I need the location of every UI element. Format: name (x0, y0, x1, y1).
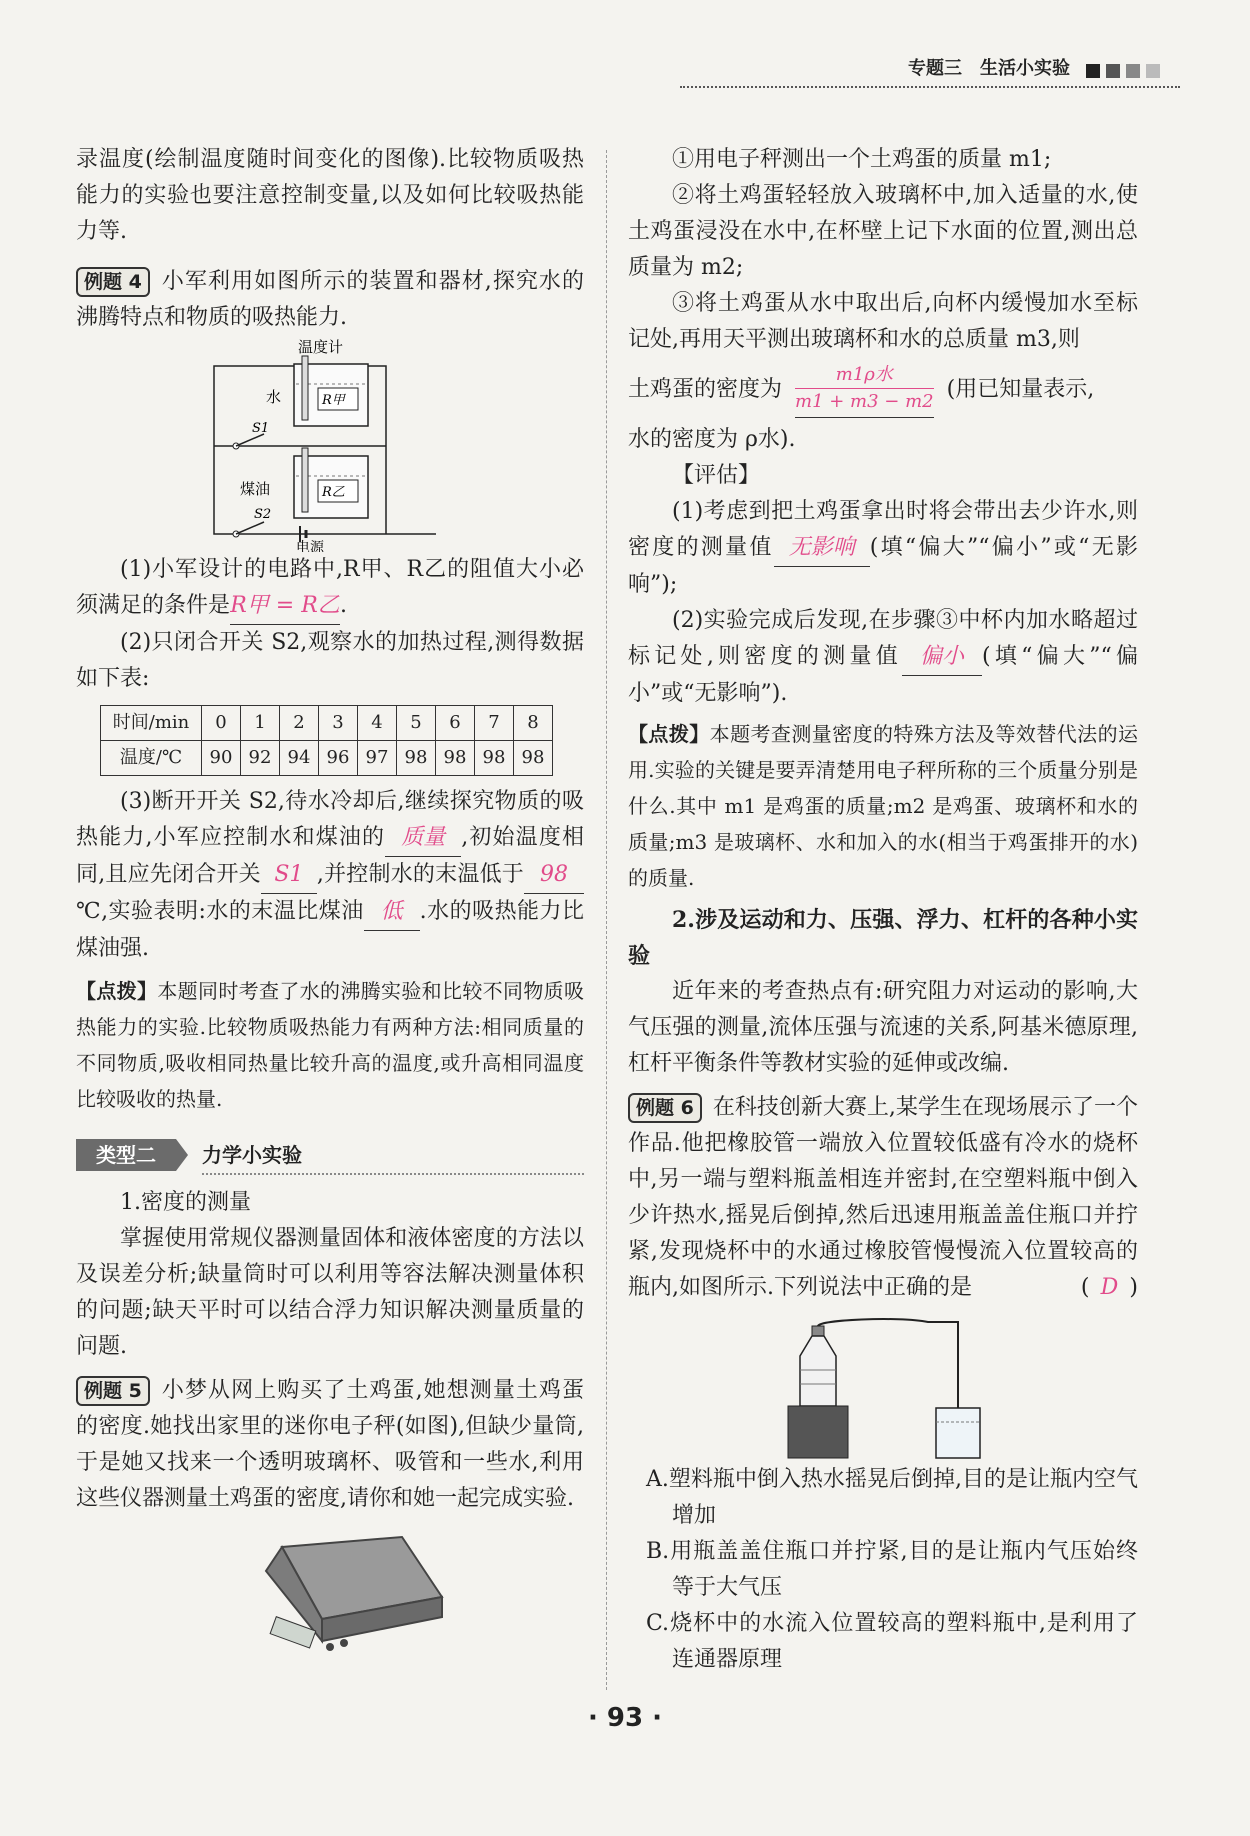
table-cell: 7 (475, 706, 514, 741)
tip-1-label: 【点拨】 (76, 979, 158, 1003)
type-name: 力学小实验 (202, 1143, 302, 1167)
table-row-temperature (101, 741, 553, 776)
table-cell: 92 (241, 741, 280, 776)
answer-3-2: S1 (261, 857, 317, 894)
example-6-answer: D (1100, 1275, 1119, 1300)
circuit-diagram (196, 336, 496, 552)
evaluation-1-text-a: (1)考虑到把土鸡蛋拿出时将会带出去少许水,则密度的测量值 (628, 499, 1138, 560)
density-end: 水的密度为 ρ水). (628, 427, 796, 452)
resistor-yi-label: R乙 (322, 485, 345, 500)
table-cell: 1 (241, 706, 280, 741)
tip-2-label: 【点拨】 (628, 722, 710, 746)
example-6-text: 在科技创新大赛上,某学生在现场展示了一个作品.他把橡胶管一端放入位置较低盛有冷水的烧杯中,另一端与塑料瓶盖相连并密封,在空塑料瓶中倒入少许热水,摇晃后倒掉,然后迅速用瓶盖盖住瓶口并拧紧,发现烧杯中的水通过橡胶管慢慢流入位置较高的瓶内,如图所示.下列说法中正确的是 (628, 1095, 1139, 1300)
table-cell: 0 (202, 706, 241, 741)
question-2: (2)只闭合开关 S2,观察水的加热过程,测得数据如下表: (76, 630, 584, 691)
temperature-table (100, 705, 553, 776)
tip-1 (76, 973, 584, 1117)
evaluation-2-answer: 偏小 (902, 639, 982, 676)
scale-figure (76, 1527, 584, 1667)
scale-button (340, 1639, 348, 1647)
evaluation-1-answer: 无影响 (774, 530, 870, 567)
table-cell: 6 (436, 706, 475, 741)
tip-1-text: 本题同时考查了水的沸腾实验和比较不同物质吸热能力的实验.比较物质吸热能力有两种方法:相同质量的不同物质,吸收相同热量比较升高的温度,或升高相同温度比较吸收的热量. (76, 979, 585, 1111)
table-header-temperature: 温度/℃ (101, 741, 202, 776)
page-header (680, 56, 1180, 86)
example-4 (76, 264, 584, 336)
table-row-time (101, 706, 553, 741)
switch-s2-blade (236, 522, 264, 534)
table-cell: 3 (319, 706, 358, 741)
thermometer-1 (302, 356, 308, 420)
table-cell: 4 (358, 706, 397, 741)
evaluation-2-text-b: (填“偏大”“偏小”或“无影响”). (628, 644, 1139, 706)
page-number: · 93 · (587, 1703, 663, 1733)
table-cell: 8 (514, 706, 553, 741)
column-divider (606, 150, 607, 1690)
evaluation-1 (628, 494, 1138, 603)
beaker (936, 1408, 980, 1458)
section-1-title: 1.密度的测量 (120, 1190, 251, 1215)
header-square-3 (1126, 64, 1140, 78)
right-column (628, 142, 1138, 1678)
section-2-text: 近年来的考查热点有:研究阻力对运动的影响,大气压强的测量,流体压强与流速的关系,阿基米德原理,杠杆平衡条件等教材实验的延伸或改编. (628, 979, 1138, 1076)
kerosene-label: 煤油 (240, 480, 271, 498)
water-label: 水 (266, 388, 282, 406)
table-cell: 97 (358, 741, 397, 776)
example-5 (76, 1373, 584, 1517)
type-label: 类型二 (76, 1139, 176, 1171)
section-1-text: 掌握使用常规仪器测量固体和液体密度的方法以及误差分析;缺量筒时可以利用等容法解决测量体积的问题;缺天平时可以结合浮力知识解决测量质量的问题. (76, 1226, 584, 1359)
tip-2-text: 本题考查测量密度的特殊方法及等效替代法的运用.实验的关键是要弄清楚用电子秤所称的三个质量分别是什么.其中 m1 是鸡蛋的质量;m2 是鸡蛋、玻璃杯和水的质量;m3 是玻璃杯、水和加入的水(相当于鸡蛋排开的水)的质量. (628, 722, 1139, 890)
question-3-text-c: ,并控制水的末温低于 (316, 862, 524, 887)
switch-s2-label: S2 (254, 507, 272, 522)
plastic-bottle (800, 1336, 836, 1406)
evaluation-2-text-a: (2)实验完成后发现,在步骤③中杯内加水略超过标记处,则密度的测量值 (628, 608, 1138, 669)
evaluation-title: 【评估】 (672, 463, 761, 488)
question-1-text: (1)小军设计的电路中,R甲、R乙的阻值大小必须满足的条件是 (76, 557, 584, 618)
question-3-text-e: .水的吸热能力比煤油强. (76, 899, 584, 961)
answer-3-1: 质量 (385, 820, 461, 857)
density-answer-line (628, 362, 1138, 418)
table-cell: 94 (280, 741, 319, 776)
table-cell: 90 (202, 741, 241, 776)
type-underline (202, 1173, 584, 1175)
bottle-cap (812, 1326, 824, 1336)
question-3 (76, 784, 584, 967)
fraction-denominator: m1 + m3 − m2 (795, 391, 934, 412)
density-prefix: 土鸡蛋的密度为 (628, 377, 783, 402)
header-square-2 (1106, 64, 1120, 78)
answer-3-3: 98 (524, 857, 584, 894)
evaluation-2 (628, 603, 1138, 712)
step-1: ①用电子秤测出一个土鸡蛋的质量 m1; (672, 147, 1052, 172)
example-6: 例题 6 在科技创新大赛上,某学生在现场展示了一个作品.他把橡胶管一端放入位置较低盛有冷水的烧杯中,另一端与塑料瓶盖相连并密封,在空塑料瓶中倒入少许热水,摇晃后倒掉,然后迅速用瓶盖盖住瓶口并拧紧,发现烧杯中的水通过橡胶管慢慢流入位置较高的瓶内,如图所示.下列说法中正确的是 ( D ) (628, 1090, 1138, 1306)
step-3: ③将土鸡蛋从水中取出后,向杯内缓慢加水至标记处,再用天平测出玻璃杯和水的总质量 m3,则 (628, 291, 1138, 352)
resistor-jia-label: R甲 (322, 393, 345, 408)
option-a: A.塑料瓶中倒入热水摇晃后倒掉,目的是让瓶内空气增加 (646, 1467, 1138, 1528)
example-5-tag: 例题 5 (76, 1376, 150, 1406)
section-type-bar (76, 1135, 584, 1175)
thermometer-2 (302, 448, 308, 512)
question-3-text-a: (3)断开开关 S2,待水冷却后,继续探究物质的吸热能力,小军应控制水和煤油的 (76, 789, 584, 850)
step-2: ②将土鸡蛋轻轻放入玻璃杯中,加入适量的水,使土鸡蛋浸没在水中,在杯壁上记下水面的位置,测出总质量为 m2; (628, 183, 1138, 280)
bottle-beaker-diagram (778, 1314, 998, 1462)
answer-1: R甲 = R乙 (230, 588, 340, 625)
thermometer-label: 温度计 (298, 338, 344, 356)
chapter-title: 专题三 生活小实验 (908, 58, 1070, 79)
circuit-figure (196, 336, 496, 552)
left-column (76, 142, 584, 1667)
option-b: B.用瓶盖盖住瓶口并拧紧,目的是让瓶内气压始终等于大气压 (646, 1539, 1138, 1600)
scale-button (326, 1643, 334, 1651)
table-header-time: 时间/min (101, 706, 202, 741)
support-block (788, 1406, 848, 1458)
example-4-text: 小军利用如图所示的装置和器材,探究水的沸腾特点和物质的吸热能力. (76, 269, 584, 330)
example-4-tag: 例题 4 (76, 267, 150, 297)
table-cell: 98 (475, 741, 514, 776)
bottle-figure (628, 1314, 1138, 1462)
table-cell: 5 (397, 706, 436, 741)
example-6-tag: 例题 6 (628, 1093, 702, 1123)
table-cell: 2 (280, 706, 319, 741)
question-3-text-b: ,初始温度相同,且应先闭合开关 (76, 825, 585, 887)
question-1: (1)小军设计的电路中,R甲、R乙的阻值大小必须满足的条件是R甲 = R乙. (76, 552, 584, 625)
header-square-4 (1146, 64, 1160, 78)
electronic-scale-image (252, 1527, 452, 1667)
section-2-title: 2.涉及运动和力、压强、浮力、杠杆的各种小实验 (628, 907, 1138, 969)
header-square-1 (1086, 64, 1100, 78)
type-label-arrow (176, 1139, 188, 1171)
circuit-wire-right (366, 366, 386, 534)
header-rule (680, 86, 1180, 88)
table-cell: 98 (514, 741, 553, 776)
answer-3-4: 低 (364, 894, 420, 931)
table-cell: 98 (436, 741, 475, 776)
question-3-text-d: ℃,实验表明:水的末温比煤油 (76, 899, 364, 924)
fraction-numerator: m1ρ水 (795, 362, 934, 389)
density-suffix: (用已知量表示, (946, 377, 1095, 402)
switch-s1-label: S1 (252, 421, 270, 436)
continued-paragraph: 录温度(绘制温度随时间变化的图像).比较物质吸热能力的实验也要注意控制变量,以及如何比较吸热能力等. (76, 147, 584, 244)
tip-2 (628, 716, 1138, 896)
power-label: 电源 (296, 540, 324, 552)
density-fraction (795, 362, 934, 418)
option-c: C.烧杯中的水流入位置较高的塑料瓶中,是利用了连通器原理 (646, 1611, 1138, 1672)
table-cell: 98 (397, 741, 436, 776)
example-5-text: 小梦从网上购买了土鸡蛋,她想测量土鸡蛋的密度.她找出家里的迷你电子秤(如图),但缺少量筒,于是她又找来一个透明玻璃杯、吸管和一些水,利用这些仪器测量土鸡蛋的密度,请你和她一起完成实验. (76, 1378, 584, 1511)
evaluation-1-text-b: (填“偏大”“偏小”或“无影响”); (628, 535, 1138, 597)
table-cell: 96 (319, 741, 358, 776)
